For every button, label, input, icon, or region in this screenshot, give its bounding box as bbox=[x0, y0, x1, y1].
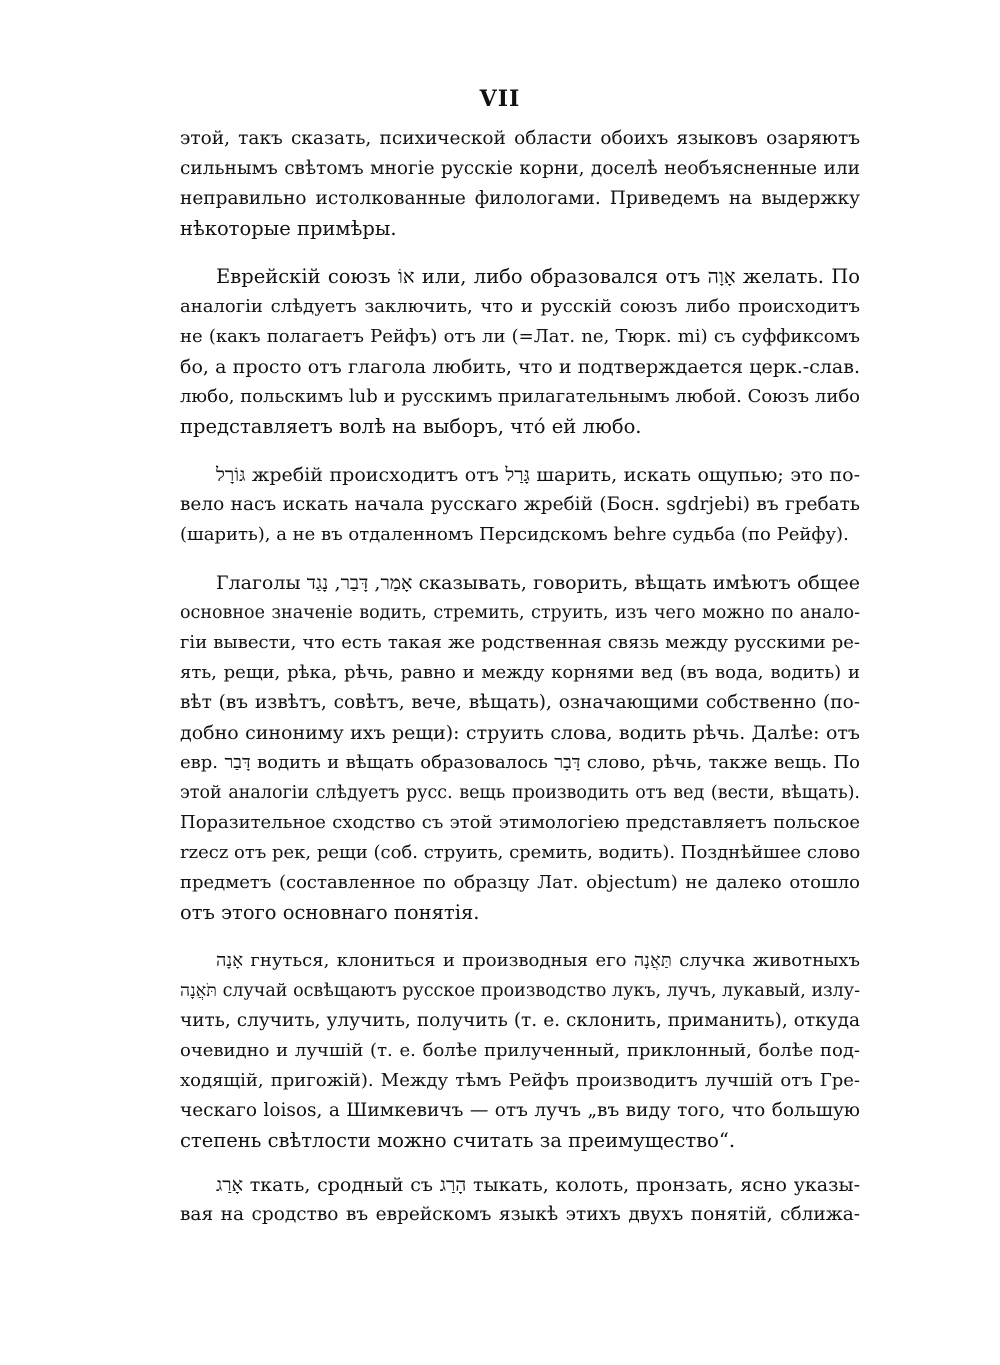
text-line: вело насъ искать начала русскаго жребій (Босн. sgdrjebi) въ гребать bbox=[180, 494, 860, 515]
text-line: этой аналогіи слѣдуетъ русс. вещь производить отъ вед (вести, вѣщать). bbox=[180, 783, 860, 803]
text-line: не (какъ полагаетъ Рейфъ) отъ ли (=Лат. ne, Тюрк. mi) съ суффиксомъ bbox=[180, 326, 860, 347]
text-line: Глаголы אָמַר, דָּבַר, נָגַד сказывать, говорить, вѣщать имѣютъ общее bbox=[216, 572, 860, 594]
text-line: ческаго loisos, а Шимкевичъ — отъ лучъ „въ виду того, что большую bbox=[180, 1100, 860, 1121]
text-line: евр. דָּבַר водить и вѣщать образовалось דָּבָר слово, рѣчь, также вещь. По bbox=[180, 752, 860, 773]
text-line: вая на сродство въ еврейскомъ языкѣ этихъ двухъ понятій, сближа- bbox=[180, 1204, 860, 1225]
body-text bbox=[180, 124, 860, 1248]
text-line: אָנָה гнуться, клониться и производныя его תַּאֲנָה случка животныхъ bbox=[216, 950, 861, 971]
page-number: VII bbox=[479, 86, 521, 112]
text-line: степень свѣтлости можно считать за преимущество“. bbox=[180, 1129, 736, 1152]
text-line: чить, случить, улучить, получить (т. е. склонить, приманить), откуда bbox=[180, 1010, 860, 1031]
paragraph-5 bbox=[180, 946, 860, 1156]
text-line: основное значеніе водить, стремить, струить, изъ чего можно по анало- bbox=[180, 603, 860, 623]
text-line: rzecz отъ рек, рещи (соб. струить, сремить, водить). Позднѣйшее слово bbox=[180, 842, 861, 863]
text-line: Еврейскій союзъ אוֹ или, либо образовался отъ אָוָה желать. По bbox=[216, 265, 860, 288]
text-line: גּוֹרָל жребій происходитъ отъ גָּרַל шарить, искать ощупью; это по- bbox=[216, 464, 860, 486]
text-line: ходящій, пригожій). Между тѣмъ Рейфъ производитъ лучшій отъ Гре- bbox=[180, 1070, 860, 1091]
text-line: (шарить), а не въ отдаленномъ Персидскомъ behre судьба (по Рейфу). bbox=[180, 524, 849, 545]
text-line: אָרַג ткать, сродный съ הָרַג тыкать, колоть, пронзать, ясно указы- bbox=[216, 1174, 860, 1196]
text-line: Поразительное сходство съ этой этимологіею представляетъ польское bbox=[180, 812, 860, 833]
text-line: предметъ (составленное по образцу Лат. objectum) не далеко отошло bbox=[180, 872, 860, 893]
text-line: представляетъ волѣ на выборъ, что́ ей любо. bbox=[180, 415, 642, 438]
text-line: ять, рещи, рѣка, рѣчь, равно и между корнями вед (въ вода, водить) и bbox=[180, 662, 860, 683]
text-line: этой, такъ сказать, психической области обоихъ языковъ озаряютъ bbox=[180, 128, 860, 149]
text-line: очевидно и лучшій (т. е. болѣе прилученный, приклонный, болѣе под- bbox=[180, 1040, 860, 1061]
text-line: аналогіи слѣдуетъ заключить, что и русскій союзъ либо происходитъ bbox=[180, 296, 860, 317]
text-line: вѣт (въ извѣтъ, совѣтъ, вече, вѣщать), означающими собственно (по- bbox=[180, 692, 860, 713]
paragraph-6 bbox=[180, 1170, 860, 1230]
text-line: гіи вывести, что есть такая же родственная связь между русскими ре- bbox=[180, 632, 860, 653]
paragraph-1 bbox=[180, 124, 860, 244]
text-line: нѣкоторые примѣры. bbox=[180, 217, 397, 240]
text-line: сильнымъ свѣтомъ многіе русскіе корни, доселѣ необъясненные или bbox=[180, 158, 860, 179]
paragraph-3 bbox=[180, 460, 860, 550]
paragraph-4 bbox=[180, 568, 860, 928]
text-line: תֹּאֲנָה случай освѣщаютъ русское производство лукъ, лучъ, лукавый, излу- bbox=[180, 981, 860, 1001]
text-line: любо, польскимъ lub и русскимъ прилагательнымъ любой. Союзъ либо bbox=[180, 386, 860, 407]
text-line: бо, а просто отъ глагола любить, что и подтверждается церк.-слав. bbox=[180, 356, 860, 378]
text-line: добно синониму ихъ рещи): струить слова, водить рѣчь. Далѣе: отъ bbox=[180, 722, 860, 744]
text-line: неправильно истолкованные филологами. Приведемъ на выдержку bbox=[180, 188, 860, 209]
paragraph-2 bbox=[180, 262, 860, 442]
text-line: отъ этого основнаго понятія. bbox=[180, 901, 480, 924]
